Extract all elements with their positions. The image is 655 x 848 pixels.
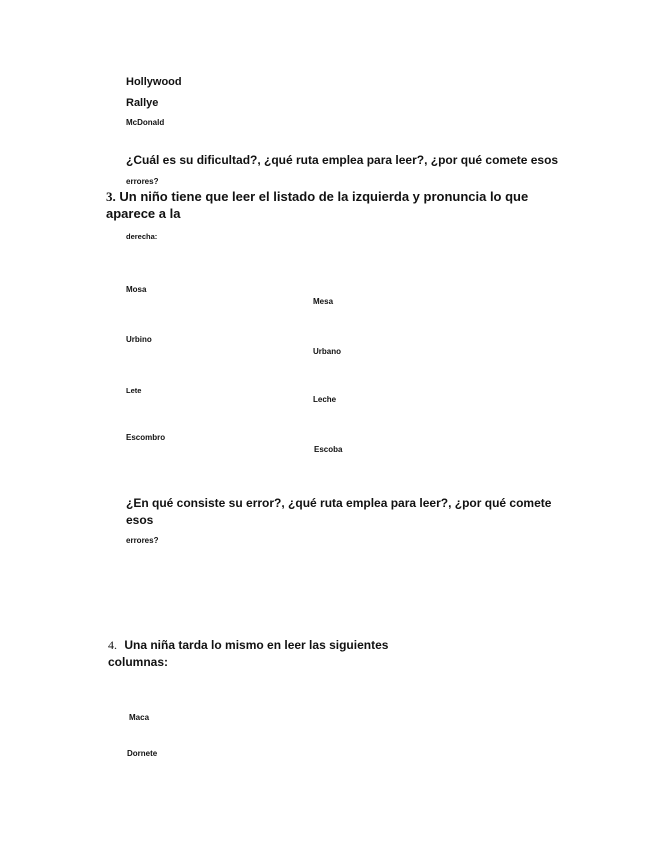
pair-right-leche: Leche [313, 395, 337, 404]
question3-followup-line3: errores? [126, 536, 159, 545]
pair-left-escombro: Escombro [126, 433, 166, 442]
question2-line2: errores? [126, 177, 159, 186]
question3-line3: derecha: [126, 232, 158, 241]
question3-number: 3. [106, 189, 116, 204]
list-item-mcdonald: McDonald [126, 118, 165, 127]
pair-right-mesa: Mesa [313, 297, 334, 306]
pair-right-escoba: Escoba [314, 445, 343, 454]
question3-heading [106, 189, 528, 205]
question4-line2: columnas: [108, 655, 169, 669]
question3-line2: aparece a la [106, 206, 181, 221]
question4-heading [108, 638, 388, 652]
question4-number: 4. [108, 638, 117, 652]
list-item-dornete: Dornete [127, 749, 158, 758]
question3-followup-line2: esos [126, 513, 154, 527]
pair-left-urbino: Urbino [126, 335, 152, 344]
pair-left-lete: Lete [126, 386, 142, 395]
question2-line1: ¿Cuál es su dificultad?, ¿qué ruta emplea para leer?, ¿por qué comete esos [126, 153, 559, 167]
list-item-hollywood: Hollywood [126, 76, 182, 88]
question3-line1: Un niño tiene que leer el listado de la izquierda y pronuncia lo que [119, 189, 529, 204]
question4-line1: Una niña tarda lo mismo en leer las siguientes [124, 638, 389, 652]
question3-followup-line1: ¿En qué consiste su error?, ¿qué ruta emplea para leer?, ¿por qué comete [126, 496, 552, 510]
pair-right-urbano: Urbano [313, 347, 341, 356]
list-item-rallye: Rallye [126, 97, 159, 109]
pair-left-mosa: Mosa [126, 285, 147, 294]
list-item-maca: Maca [129, 713, 150, 722]
